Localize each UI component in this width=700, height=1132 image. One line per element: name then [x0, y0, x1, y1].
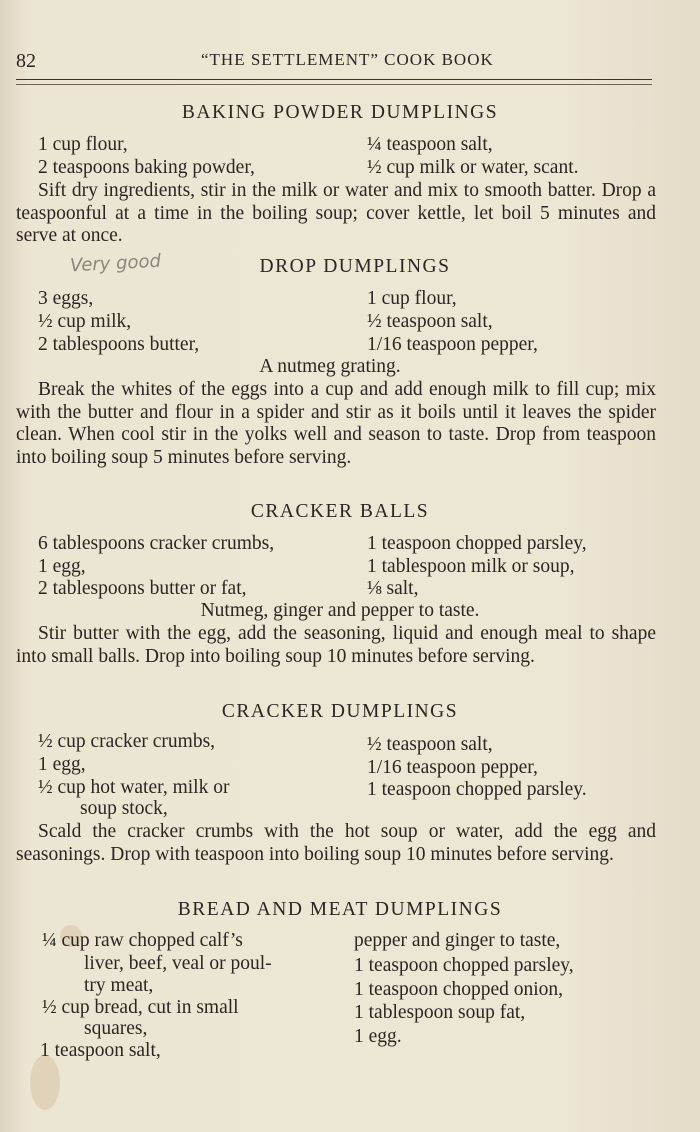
- ingredient-note: Nutmeg, ginger and pepper to taste.: [200, 600, 480, 621]
- ingredient: ¼ teaspoon salt,: [367, 134, 493, 155]
- method-paragraph: [16, 180, 656, 248]
- ingredient: 1 egg.: [354, 1026, 402, 1047]
- page-header: [16, 48, 656, 74]
- ingredient: 1 cup flour,: [38, 134, 128, 155]
- ingredient: 1 egg,: [38, 556, 86, 577]
- ingredient: 1 tablespoon milk or soup,: [367, 556, 575, 577]
- method-text: Stir butter with the egg, add the seasoning, liquid and enough meal to shape into small balls. Drop into boiling soup 10 minutes before serving.: [16, 623, 656, 667]
- recipe-title: CRACKER DUMPLINGS: [221, 701, 459, 722]
- method-text: Sift dry ingredients, stir in the milk or water and mix to smooth batter. Drop a teaspoonful at a time in the boiling soup; cover kettle, let boil 5 minutes and serve at once.: [16, 180, 656, 246]
- ingredient: soup stock,: [80, 798, 168, 819]
- ingredient: ½ cup milk,: [38, 311, 132, 332]
- header-rule: [16, 84, 652, 85]
- ingredient: 1 teaspoon chopped parsley,: [367, 533, 587, 554]
- method-text: Scald the cracker crumbs with the hot soup or water, add the egg and seasonings. Drop with teaspoon into boiling soup 10 minutes before serving.: [16, 821, 656, 865]
- ingredient: ½ cup hot water, milk or: [38, 777, 230, 798]
- ingredient: 2 tablespoons butter or fat,: [38, 578, 247, 599]
- method-paragraph: [16, 379, 656, 469]
- ingredient: liver, beef, veal or poul-: [84, 953, 272, 974]
- recipe-title: BAKING POWDER DUMPLINGS: [181, 102, 499, 123]
- ingredient: 1 tablespoon soup fat,: [354, 1002, 526, 1023]
- method-paragraph: [16, 821, 656, 866]
- ingredient: 1 teaspoon salt,: [40, 1040, 161, 1061]
- method-text: Break the whites of the eggs into a cup and add enough milk to fill cup; mix with the butter and flour in a spider and stir as it boils until it leaves the spider clean. When cool stir in the yolks well and season to taste. Drop from teaspoon into boiling soup 5 minutes before serving.: [16, 379, 656, 468]
- ingredient: ½ cup bread, cut in small: [42, 997, 239, 1018]
- ingredient: 1/16 teaspoon pepper,: [367, 757, 538, 778]
- ingredient: ⅛ salt,: [367, 578, 419, 599]
- ingredient: 2 teaspoons baking powder,: [38, 157, 255, 178]
- ingredient: 1 teaspoon chopped parsley.: [367, 779, 587, 800]
- ingredient: ½ cup milk or water, scant.: [367, 157, 579, 178]
- recipe-title: BREAD AND MEAT DUMPLINGS: [177, 899, 503, 920]
- ingredient: ¼ cup raw chopped calf’s: [42, 930, 243, 951]
- ingredient: ½ teaspoon salt,: [367, 734, 493, 755]
- ingredient: 1/16 teaspoon pepper,: [367, 334, 538, 355]
- ingredient-note: A nutmeg grating.: [259, 356, 401, 377]
- ingredient: 3 eggs,: [38, 288, 94, 309]
- ingredient: 6 tablespoons cracker crumbs,: [38, 533, 275, 554]
- ingredient: 1 teaspoon chopped parsley,: [354, 955, 574, 976]
- ingredient: ½ cup cracker crumbs,: [38, 731, 216, 752]
- ingredient: 2 tablespoons butter,: [38, 334, 200, 355]
- ingredient: 1 teaspoon chopped onion,: [354, 979, 564, 1000]
- recipe-title: CRACKER BALLS: [250, 501, 430, 522]
- recipe-title: DROP DUMPLINGS: [259, 256, 451, 277]
- ingredient: ½ teaspoon salt,: [367, 311, 493, 332]
- ingredient: try meat,: [84, 975, 154, 996]
- running-title: “THE SETTLEMENT” COOK BOOK: [201, 50, 494, 69]
- ingredient: pepper and ginger to taste,: [354, 930, 561, 951]
- header-rule: [16, 79, 652, 80]
- ingredient: 1 egg,: [38, 754, 86, 775]
- ingredient: 1 cup flour,: [367, 288, 457, 309]
- method-paragraph: [16, 623, 656, 668]
- page-number: 82: [16, 50, 36, 72]
- ingredient: squares,: [84, 1018, 148, 1039]
- handwritten-note: Very good: [69, 250, 162, 277]
- page-stain: [30, 1055, 60, 1110]
